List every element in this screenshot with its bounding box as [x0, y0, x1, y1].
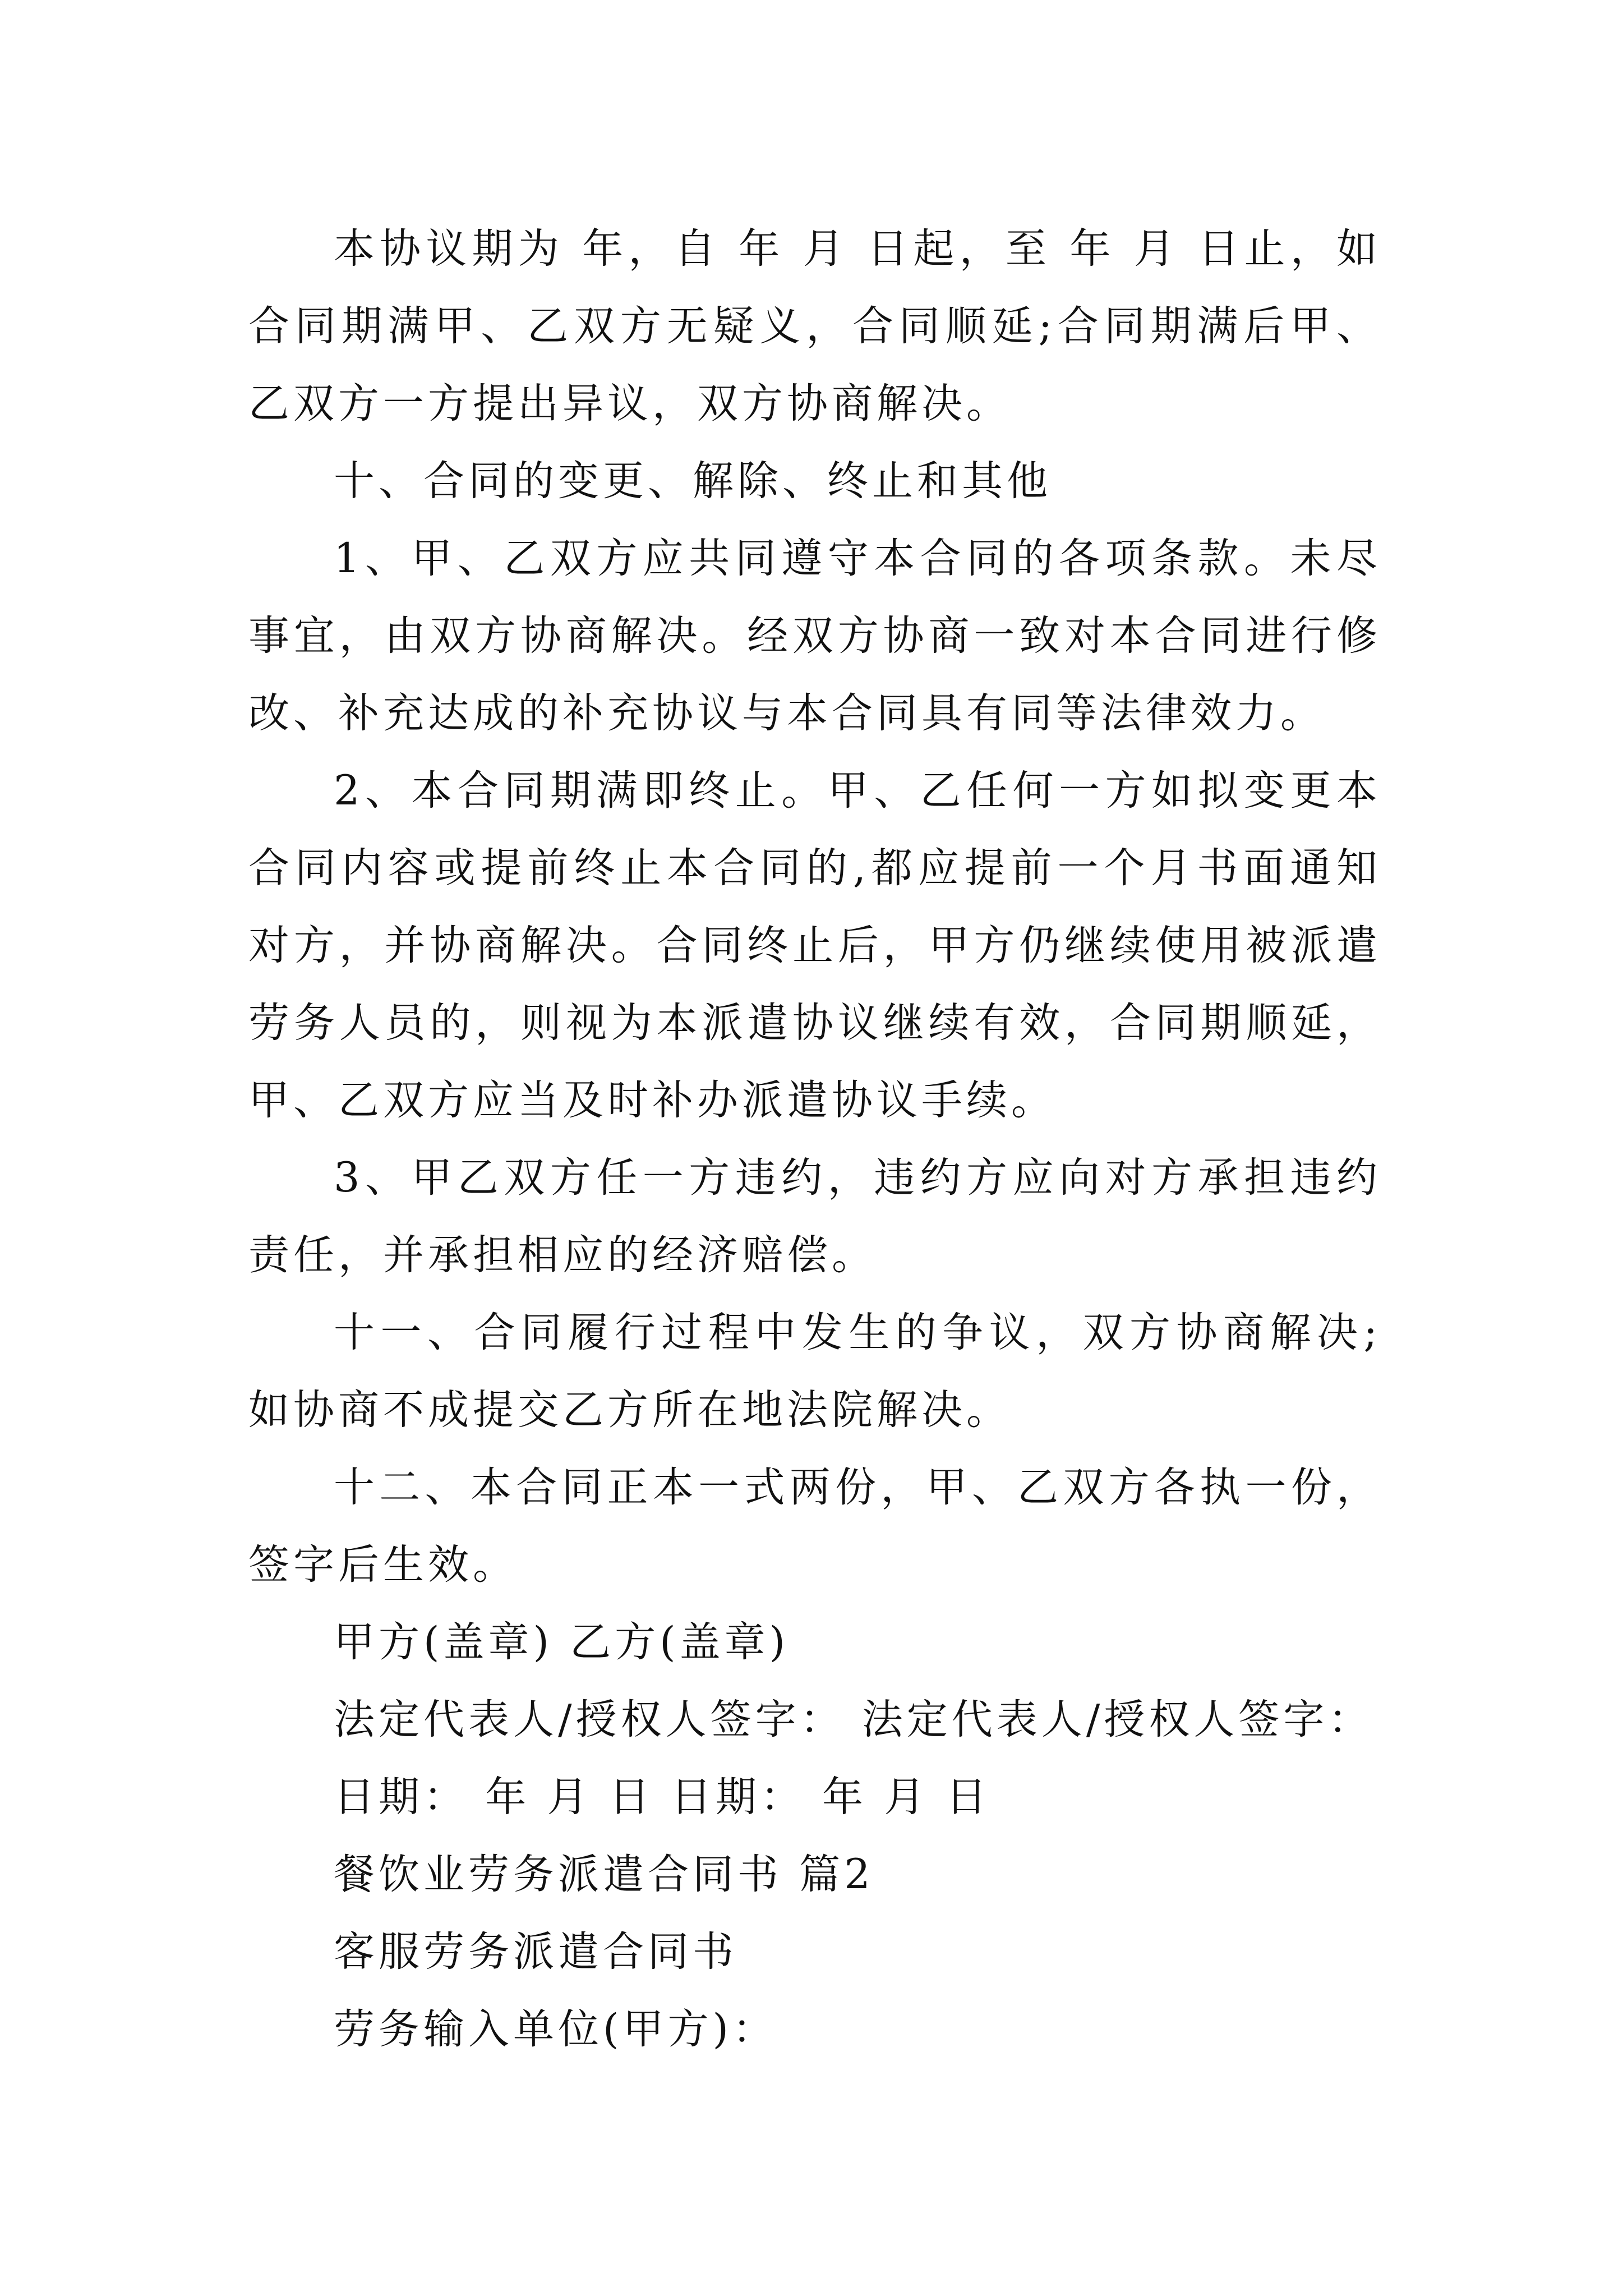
contract-title: 客服劳务派遣合同书 [334, 1928, 737, 1976]
paragraph-clause-3: 3、甲乙双方任一方违约，违约方应向对方承担违约责任，并承担相应的经济赔偿。 [248, 1154, 1381, 1279]
section-12-copies: 十二、本合同正本一式两份，甲、乙双方各执一份，签字后生效。 [248, 1464, 1381, 1589]
document-body [248, 210, 1381, 2068]
document-title-part-2: 餐饮业劳务派遣合同书 篇2 [334, 1851, 874, 1898]
party-a-label: 劳务输入单位(甲方)： [334, 2005, 777, 2053]
paragraph-clause-1: 1、甲、乙双方应共同遵守本合同的各项条款。未尽事宜，由双方协商解决。经双方协商一致对本合同进行修改、补充达成的补充协议与本合同具有同等法律效力。 [248, 535, 1381, 737]
paragraph-clause-2: 2、本合同期满即终止。甲、乙任何一方如拟变更本合同内容或提前终止本合同的,都应提前一个月书面通知对方，并协商解决。合同终止后，甲方仍继续使用被派遣劳务人员的，则视为本派遣协议继续有效，合同期顺延，甲、乙双方应当及时补办派遣协议手续。 [248, 767, 1381, 1124]
signature-seals: 甲方(盖章) 乙方(盖章) [334, 1618, 790, 1666]
signature-representatives: 法定代表人/授权人签字： 法定代表人/授权人签字： [334, 1696, 1373, 1743]
section-11-disputes: 十一、合同履行过程中发生的争议，双方协商解决;如协商不成提交乙方所在地法院解决。 [248, 1309, 1381, 1434]
section-heading-10: 十、合同的变更、解除、终止和其他 [334, 457, 1052, 505]
signature-dates: 日期： 年 月 日 日期： 年 月 日 [334, 1773, 991, 1821]
paragraph-term: 本协议期为 年，自 年 月 日起，至 年 月 日止，如合同期满甲、乙双方无疑义，合同顺延;合同期满后甲、乙双方一方提出异议，双方协商解决。 [248, 225, 1381, 427]
